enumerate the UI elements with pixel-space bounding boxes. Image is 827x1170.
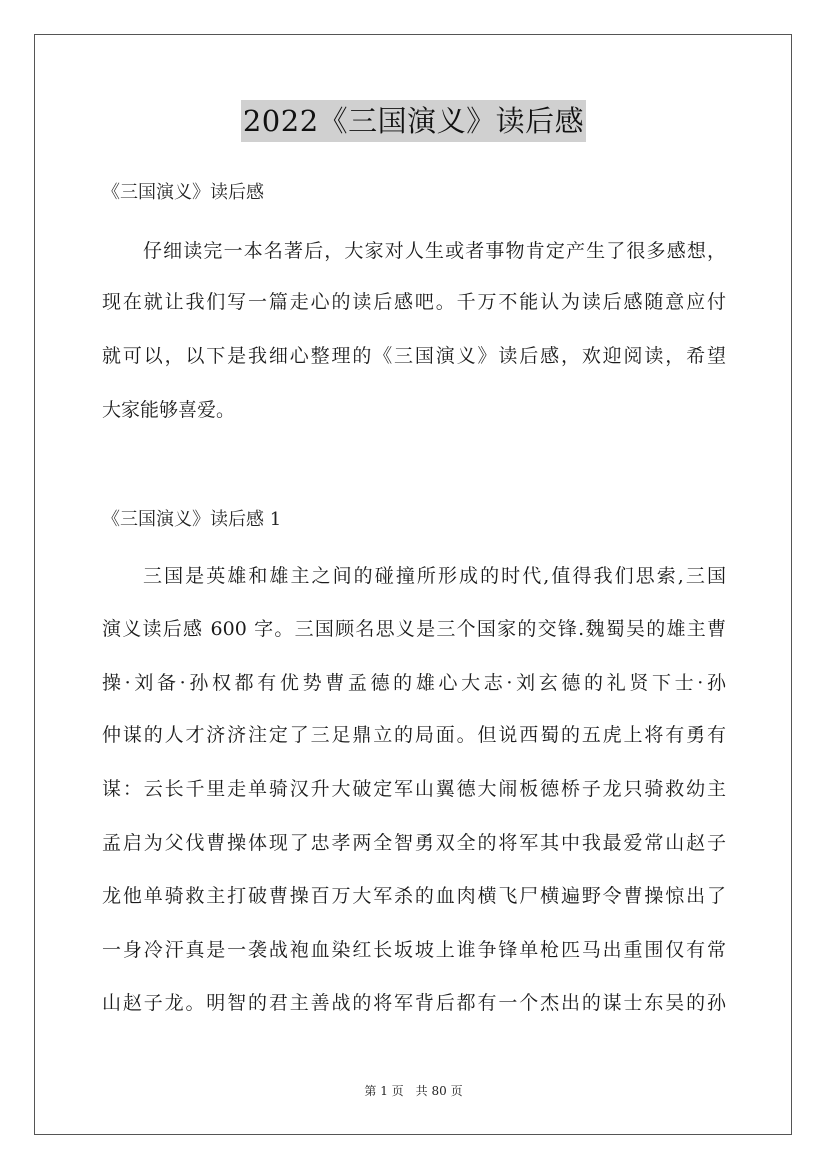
body-line: 三国是英雄和雄主之间的碰撞所形成的时代,值得我们思索,三国 — [143, 565, 726, 587]
intro-line: 大家能够喜爱。 — [102, 399, 236, 421]
body-line: 一身冷汗真是一袭战袍血染红长坂坡上谁争锋单枪匹马出重围仅有常 — [102, 939, 726, 961]
body-line: 山赵子龙。明智的君主善战的将军背后都有一个杰出的谋士东吴的孙 — [102, 992, 726, 1014]
title-container — [0, 100, 827, 142]
intro-heading: 《三国演义》读后感 — [102, 182, 264, 203]
body-line: 孟启为父伐曹操体现了忠孝两全智勇双全的将军其中我最爱常山赵子 — [102, 832, 726, 854]
page-footer: 第 1 页 共 80 页 — [364, 1084, 463, 1098]
document-title: 2022《三国演义》读后感 — [241, 100, 586, 142]
body-line: 谋：云长千里走单骑汉升大破定军山翼德大闹板德桥子龙只骑救幼主 — [102, 778, 726, 800]
intro-line: 仔细读完一本名著后，大家对人生或者事物肯定产生了很多感想， — [143, 240, 726, 262]
section-heading-1: 《三国演义》读后感 1 — [102, 509, 282, 530]
body-line: 操·刘备·孙权都有优势曹孟德的雄心大志·刘玄德的礼贤下士·孙 — [102, 672, 726, 694]
intro-line: 就可以，以下是我细心整理的《三国演义》读后感，欢迎阅读，希望 — [102, 345, 726, 367]
body-line: 龙他单骑救主打破曹操百万大军杀的血肉横飞尸横遍野令曹操惊出了 — [102, 885, 726, 907]
intro-line: 现在就让我们写一篇走心的读后感吧。千万不能认为读后感随意应付 — [102, 291, 726, 313]
body-line: 演义读后感 600 字。三国顾名思义是三个国家的交锋.魏蜀吴的雄主曹 — [102, 618, 726, 640]
body-line: 仲谋的人才济济注定了三足鼎立的局面。但说西蜀的五虎上将有勇有 — [102, 724, 726, 746]
